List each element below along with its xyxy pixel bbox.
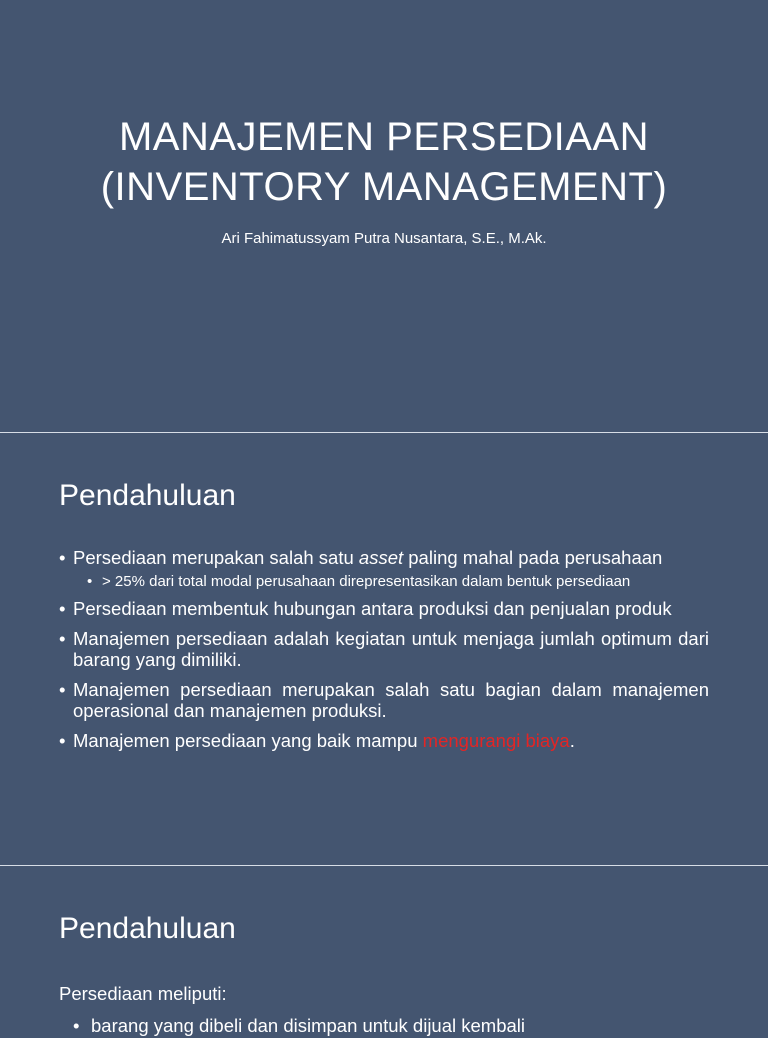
bullet-item-partial: • barang yang dibeli dan disimpan untuk dijual kembali (91, 1014, 525, 1038)
content-slide-pendahuluan-2 (0, 866, 768, 1036)
bullet-emphasis: asset (358, 547, 404, 568)
bullet-item-definisi: • Manajemen persediaan adalah kegiatan untuk menjaga jumlah optimum dari barang yang dimiliki. (59, 628, 709, 670)
bullet-text: paling mahal pada perusahaan (403, 547, 663, 568)
slide-heading: Pendahuluan (59, 479, 236, 512)
title-slide (0, 0, 768, 432)
content-slide-pendahuluan (0, 433, 768, 865)
bullet-text: . (569, 730, 575, 751)
slide-title-line2: (INVENTORY MANAGEMENT) (100, 165, 668, 209)
slide-author: Ari Fahimatussyam Putra Nusantara, S.E., M.Ak. (221, 230, 547, 247)
bullet-list (59, 547, 709, 760)
bullet-item-biaya (59, 730, 709, 751)
slide-title-line1: MANAJEMEN PERSEDIAAN (118, 115, 650, 159)
slide-heading: Pendahuluan (59, 912, 236, 945)
sub-bullet-item: • > 25% dari total modal perusahaan direpresentasikan dalam bentuk persediaan (59, 572, 709, 591)
intro-text: Persediaan meliputi: (59, 983, 227, 1004)
bullet-text: Manajemen persediaan yang baik mampu (73, 730, 423, 751)
bullet-item-bagian: • Manajemen persediaan merupakan salah satu bagian dalam manajemen operasional dan manajemen produksi. (59, 679, 709, 721)
bullet-item-hubungan: • Persediaan membentuk hubungan antara produksi dan penjualan produk (59, 598, 709, 619)
bullet-item-asset (59, 547, 709, 568)
bullet-highlight: mengurangi biaya (422, 730, 570, 751)
bullet-text: Persediaan merupakan salah satu (73, 547, 359, 568)
slide-title (0, 112, 768, 212)
